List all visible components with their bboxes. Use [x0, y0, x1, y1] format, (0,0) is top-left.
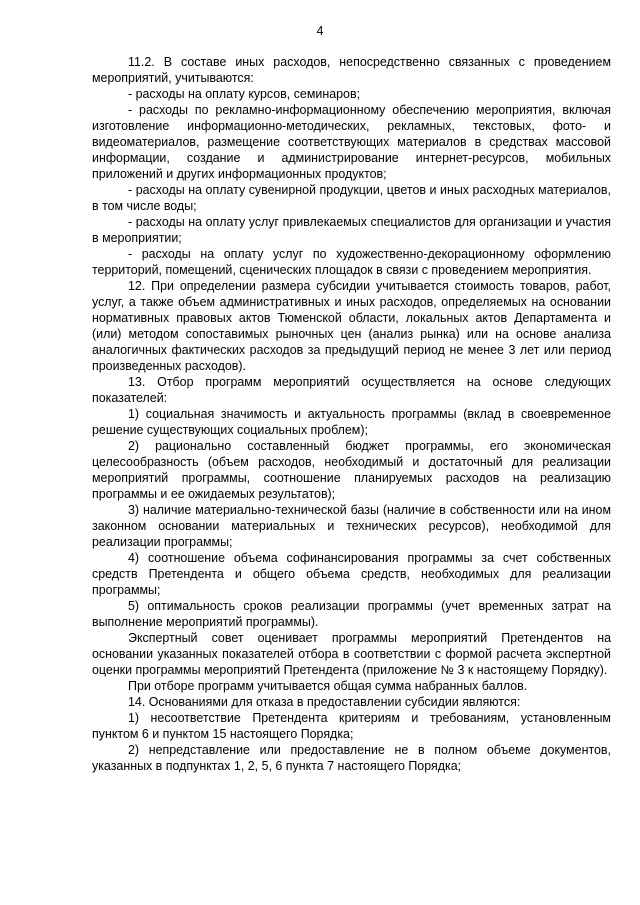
page-number: 4	[316, 24, 324, 38]
criterion-1: 1) социальная значимость и актуальность программы (вклад в своевременное решение существующих социальных проблем);	[92, 407, 611, 437]
criterion-3: 3) наличие материально-технической базы (наличие в собственности или на ином законном основании материальных и технических ресурсов), необходимой для реализации программы;	[92, 503, 611, 549]
criterion-2: 2) рационально составленный бюджет программы, его экономическая целесообразность (объем расходов, необходимый и достаточный для реализации мероприятий программы, соотношение планируемых расходов на реализацию программы и ее ожидаемых результатов);	[92, 439, 611, 501]
paragraph-13: 13. Отбор программ мероприятий осуществляется на основе следующих показателей:	[92, 375, 611, 405]
refusal-reason-1: 1) несоответствие Претендента критериям и требованиям, установленным пунктом 6 и пунктом 15 настоящего Порядка;	[92, 711, 611, 741]
list-item-souvenir-expenses: - расходы на оплату сувенирной продукции, цветов и иных расходных материалов, в том числе воды;	[92, 183, 611, 213]
refusal-reason-2: 2) непредставление или предоставление не в полном объеме документов, указанных в подпунктах 1, 2, 5, 6 пункта 7 настоящего Порядка;	[92, 743, 611, 773]
criterion-5: 5) оптимальность сроков реализации программы (учет временных затрат на выполнение мероприятий программы).	[92, 599, 611, 629]
expert-council-paragraph: Экспертный совет оценивает программы мероприятий Претендентов на основании указанных показателей отбора в соответствии с формой расчета экспертной оценки программы мероприятий Претендента (приложение № 3 к настоящему Порядку).	[92, 631, 611, 677]
total-score-paragraph: При отборе программ учитывается общая сумма набранных баллов.	[128, 679, 528, 693]
paragraph-12: 12. При определении размера субсидии учитывается стоимость товаров, работ, услуг, а также объем административных и иных расходов, определяемых на основании нормативных правовых актов Тюменской области, локальных актов Департамента и (или) методом сопоставимых рыночных цен (анализ рынка) или на основе анализа аналогичных фактических расходов за предыдущий период не менее 3 лет или период произведенных расходов).	[92, 279, 611, 373]
document-body	[92, 54, 611, 774]
list-item-decoration-expenses: - расходы на оплату услуг по художественно-декорационному оформлению территорий, помещений, сценических площадок в связи с проведением мероприятия.	[92, 247, 611, 277]
paragraph-14: 14. Основаниями для отказа в предоставлении субсидии являются:	[128, 695, 521, 709]
paragraph-11-2: 11.2. В составе иных расходов, непосредственно связанных с проведением мероприятий, учитываются:	[92, 55, 611, 85]
list-item-advertising-expenses: - расходы по рекламно-информационному обеспечению мероприятия, включая изготовление информационно-методических, рекламных, текстовых, фото- и видеоматериалов, размещение соответствующих материалов в средствах массовой информации, создание и администрирование интернет-ресурсов, мобильных приложений и других информационных продуктов;	[92, 103, 611, 181]
list-item-courses-expenses: - расходы на оплату курсов, семинаров;	[128, 87, 361, 101]
list-item-specialists-expenses: - расходы на оплату услуг привлекаемых специалистов для организации и участия в мероприятии;	[92, 215, 611, 245]
criterion-4: 4) соотношение объема софинансирования программы за счет собственных средств Претендента и общего объема средств, необходимых для реализации программы;	[92, 551, 611, 597]
